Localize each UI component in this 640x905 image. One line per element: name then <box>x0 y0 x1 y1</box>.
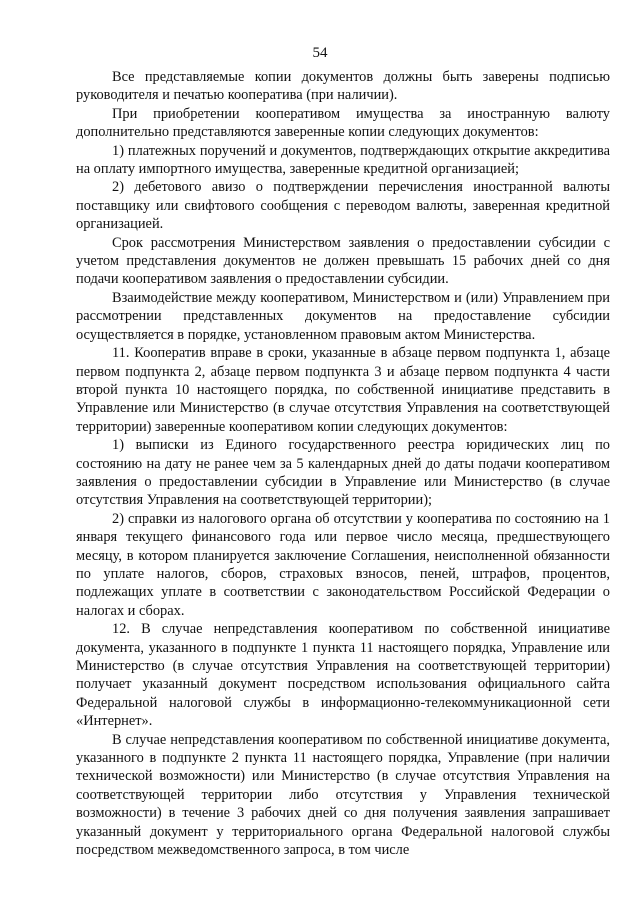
paragraph-interaction: Взаимодействие между кооперативом, Министерством и (или) Управлением при рассмотрении представленных документов на предоставление субсидии осуществляется в порядке, установленном правовым актом Министерства. <box>76 289 610 343</box>
paragraph-copies-certification: Все представляемые копии документов должны быть заверены подписью руководителя и печатью кооператива (при наличии). <box>76 69 610 104</box>
paragraph-item-tax-certificate: 2) справки из налогового органа об отсутствии у кооператива по состоянию на 1 января текущего финансового года или первое число месяца, предшествующего месяцу, в котором планируется заключение Соглашения, неисполненной обязанности по уплате налогов, сборов, страховых взносов, пеней, штрафов, процентов, подлежащих уплате в соответствии с законодательством Российской Федерации о налогах и сборах. <box>76 510 610 619</box>
paragraph-review-term: Срок рассмотрения Министерством заявления о предоставлении субсидии с учетом представления документов не должен превышать 15 рабочих дней со дня подачи кооперативом заявления о предоставлении субсидии. <box>76 234 610 288</box>
paragraph-item-registry-extract: 1) выписки из Единого государственного реестра юридических лиц по состоянию на дату не ранее чем за 5 календарных дней до даты подачи кооперативом заявления о предоставлении субсидии в Управление или Министерство (в случае отсутствия Управления на соответствующей территории); <box>76 437 610 509</box>
page-body <box>76 68 610 859</box>
paragraph-foreign-currency: При приобретении кооперативом имущества за иностранную валюту дополнительно представляются заверенные копии следующих документов: <box>76 105 610 141</box>
page-number: 54 <box>312 45 328 61</box>
paragraph-clause-11: 11. Кооператив вправе в сроки, указанные в абзаце первом подпункта 1, абзаце первом подпункта 2, абзаце первом подпункта 3 и абзаце первом подпункта 4 части второй пункта 10 настоящего порядка, по собственной инициативе представить в Управление или Министерство (в случае отсутствия Управления на соответствующей территории) заверенные кооперативом копии следующих документов: <box>76 345 610 435</box>
paragraph-interagency-request: В случае непредставления кооперативом по собственной инициативе документа, указанного в подпункте 2 пункта 11 настоящего порядка, Управление (при наличии технической возможности) или Министерство (в случае отсутствия Управления на соответствующей территории либо отсутствия у Управления технической возможности) в течение 3 рабочих дней со дня получения заявления запрашивает указанный документ у территориального органа Федеральной налоговой службы посредством межведомственного запроса, в том числе <box>76 731 610 859</box>
paragraph-item-debit-advice: 2) дебетового авизо о подтверждении перечисления иностранной валюты поставщику или свифтового сообщения с переводом валюты, заверенная кредитной организацией. <box>76 179 610 233</box>
paragraph-item-payment-orders: 1) платежных поручений и документов, подтверждающих открытие аккредитива на оплату импортного имущества, заверенные кредитной организацией; <box>76 142 610 178</box>
paragraph-clause-12: 12. В случае непредставления кооперативом по собственной инициативе документа, указанного в подпункте 1 пункта 11 настоящего порядка, Управление или Министерство (в случае отсутствия Управления на соответствующей территории) получает указанный документ посредством использования официального сайта Федеральной налоговой службы в информационно-телекоммуникационной сети «Интернет». <box>76 621 610 730</box>
